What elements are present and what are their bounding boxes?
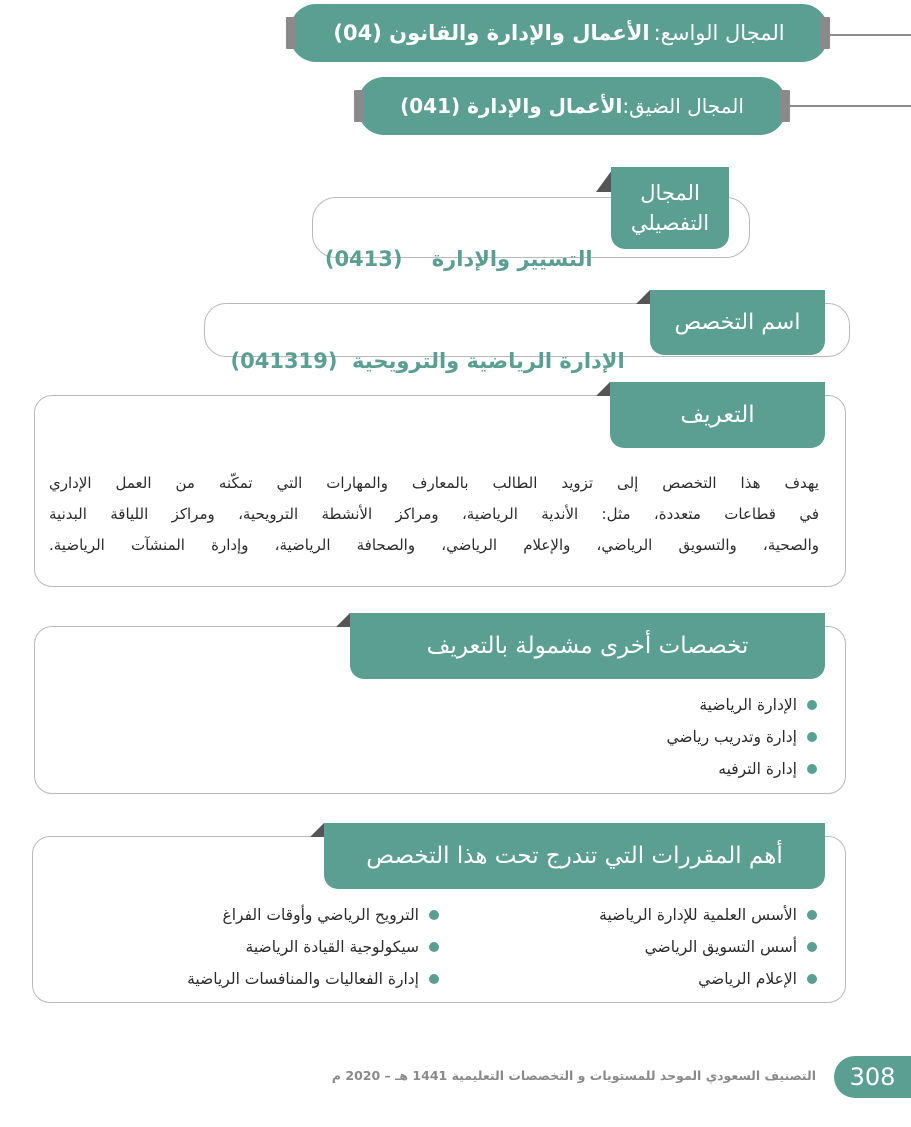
definition-title: التعريف [680,402,755,428]
page-number-badge [834,1056,911,1098]
detailed-field-label: المجال التفصيلي [630,181,710,235]
broad-field-cap-right [820,17,830,49]
narrow-field-cap-right [780,90,790,122]
narrow-field-value: الأعمال والإدارة (041) [400,94,623,118]
specialization-tag [650,290,825,355]
other-specializations-title: تخصصات أخرى مشمولة بالتعريف [426,633,749,659]
courses-title: أهم المقررات التي تندرج تحت هذا التخصص [366,843,783,869]
detailed-field-tag-ear [596,170,612,192]
other-specializations-list [666,689,819,785]
narrow-field-label: المجال الضيق: [622,94,744,118]
narrow-field-connector [786,105,911,107]
broad-field-connector [828,34,911,36]
list-item: أسس التسويق الرياضي [599,931,819,963]
broad-field-cap-left [286,17,296,49]
list-item: سيكولوجية القيادة الرياضية [187,931,441,963]
other-specializations-tag [350,613,825,679]
specialization-value: الإدارة الرياضية والترويحية (041319) [230,349,625,373]
broad-field-value: الأعمال والإدارة والقانون (04) [333,21,650,45]
definition-text [49,468,819,561]
other-specializations-tag-ear [336,613,350,627]
definition-tag [610,382,825,448]
narrow-field-cap-left [354,90,364,122]
footer-text: التصنيف السعودي الموحد للمستويات و التخصصات التعليمية 1441 هـ – 2020 م [331,1068,816,1083]
list-item: الإدارة الرياضية [666,689,819,721]
definition-line: في قطاعات متعددة، مثل: الأندية الرياضية، ومراكز الأنشطة الترويحية، ومراكز اللياقة البدنية [49,505,819,523]
list-item: إدارة الترفيه [666,753,819,785]
detailed-field-value: التسيير والإدارة (0413) [324,247,593,271]
courses-tag [324,823,825,889]
list-item: الإعلام الرياضي [599,963,819,995]
page-number: 308 [849,1063,896,1091]
courses-tag-ear [310,823,324,837]
specialization-tag-ear [636,290,650,304]
list-item: إدارة وتدريب رياضي [666,721,819,753]
definition-line: يهدف هذا التخصص إلى تزويد الطالب بالمعارف والمهارات التي تمكّنه من العمل الإداري [49,474,819,492]
narrow-field-pill [358,77,786,135]
definition-line: والصحية، والتسويق الرياضي، والإعلام الرياضي، والصحافة الرياضية، وإدارة المنشآت الرياضية. [49,536,819,554]
courses-list-left [187,899,441,995]
specialization-label: اسم التخصص [674,310,801,335]
list-item: الأسس العلمية للإدارة الرياضية [599,899,819,931]
courses-list-right [599,899,819,995]
detailed-field-tag [611,167,729,249]
broad-field-label: المجال الواسع: [653,21,785,45]
list-item: الترويح الرياضي وأوقات الفراغ [187,899,441,931]
broad-field-pill [290,4,828,62]
list-item: إدارة الفعاليات والمنافسات الرياضية [187,963,441,995]
definition-tag-ear [596,382,610,396]
